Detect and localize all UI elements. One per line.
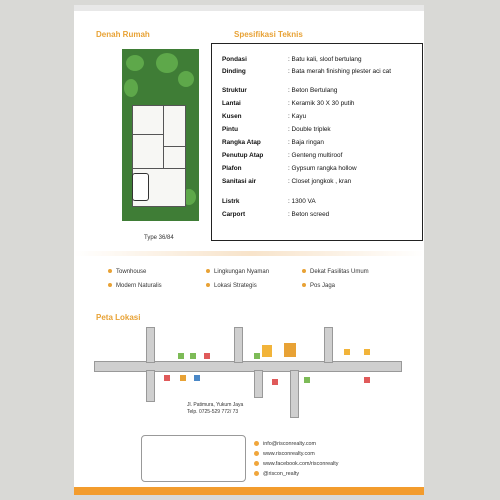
tree-icon bbox=[156, 53, 178, 73]
house-type-label: Type 36/84 bbox=[144, 235, 174, 241]
floorplan-image bbox=[122, 49, 199, 221]
side-road bbox=[146, 370, 155, 402]
tree-icon bbox=[178, 71, 194, 87]
bullet-icon bbox=[108, 283, 112, 287]
phone-line: Telp. 0725-529 772/ 73 bbox=[187, 409, 239, 415]
main-road bbox=[94, 361, 402, 372]
wall-line bbox=[163, 106, 164, 168]
twitter-icon bbox=[254, 471, 259, 476]
contact-website[interactable]: www.risconrealty.com bbox=[254, 451, 315, 457]
feature-item: Modern Naturalis bbox=[108, 283, 162, 289]
floorplan-title: Denah Rumah bbox=[96, 30, 150, 39]
contact-facebook[interactable]: www.facebook.com/risconrealty bbox=[254, 461, 339, 467]
email-icon bbox=[254, 441, 259, 446]
side-road bbox=[290, 370, 299, 418]
bullet-icon bbox=[206, 283, 210, 287]
bullet-icon bbox=[206, 269, 210, 273]
landmark-icon bbox=[284, 343, 296, 357]
section-divider bbox=[74, 251, 424, 256]
landmark-icon bbox=[178, 353, 184, 359]
side-road bbox=[234, 327, 243, 363]
bullet-icon bbox=[302, 269, 306, 273]
landmark-icon bbox=[364, 349, 370, 355]
contact-twitter[interactable]: @riscon_realty bbox=[254, 471, 299, 477]
landmark-icon bbox=[344, 349, 350, 355]
side-road bbox=[324, 327, 333, 363]
wall-line bbox=[133, 134, 163, 135]
side-road bbox=[146, 327, 155, 363]
landmark-icon bbox=[180, 375, 186, 381]
contact-email[interactable]: info@risconrealty.com bbox=[254, 441, 316, 447]
side-road bbox=[254, 370, 263, 398]
landmark-icon bbox=[190, 353, 196, 359]
wall-line bbox=[163, 146, 185, 147]
wall-line bbox=[133, 168, 185, 169]
globe-icon bbox=[254, 451, 259, 456]
facebook-icon bbox=[254, 461, 259, 466]
tree-icon bbox=[126, 55, 144, 71]
address-line: Jl. Patimura, Yukum Jaya bbox=[187, 402, 244, 408]
location-map bbox=[94, 327, 402, 419]
bullet-icon bbox=[302, 283, 306, 287]
spec-title: Spesifikasi Teknis bbox=[234, 30, 303, 39]
bullet-icon bbox=[108, 269, 112, 273]
footer-bar bbox=[74, 487, 424, 495]
spec-table: Pondasi : Batu kali, sloof bertulang Dinding : Bata merah finishing plester aci cat Struktur : Beton Bertulang Lantai : Keramik 30 X 30 putih Kusen : Kayu Pintu : Double triplek Rangka Atap : Baja ringan Penutup Atap : Genteng multiroof Plafon : Gypsum rangka hollow Sanitasi air : Closet jongkok , kran Listrk : 1300 VA Carport : Beton screed bbox=[211, 43, 423, 241]
address-block bbox=[187, 402, 243, 416]
feature-item: Lokasi Strategis bbox=[206, 283, 257, 289]
feature-item: Lingkungan Nyaman bbox=[206, 269, 269, 275]
landmark-icon bbox=[272, 379, 278, 385]
car-icon bbox=[132, 173, 149, 201]
landmark-icon bbox=[194, 375, 200, 381]
feature-item: Pos Jaga bbox=[302, 283, 335, 289]
feature-item: Townhouse bbox=[108, 269, 146, 275]
landmark-icon bbox=[304, 377, 310, 383]
landmark-icon bbox=[204, 353, 210, 359]
top-strip bbox=[74, 5, 424, 11]
map-title: Peta Lokasi bbox=[96, 313, 141, 322]
landmark-icon bbox=[364, 377, 370, 383]
landmark-icon bbox=[262, 345, 272, 357]
brochure-page bbox=[74, 5, 424, 495]
feature-item: Dekat Fasilitas Umum bbox=[302, 269, 369, 275]
blank-panel bbox=[141, 435, 246, 482]
landmark-icon bbox=[254, 353, 260, 359]
tree-icon bbox=[124, 79, 138, 97]
landmark-icon bbox=[164, 375, 170, 381]
